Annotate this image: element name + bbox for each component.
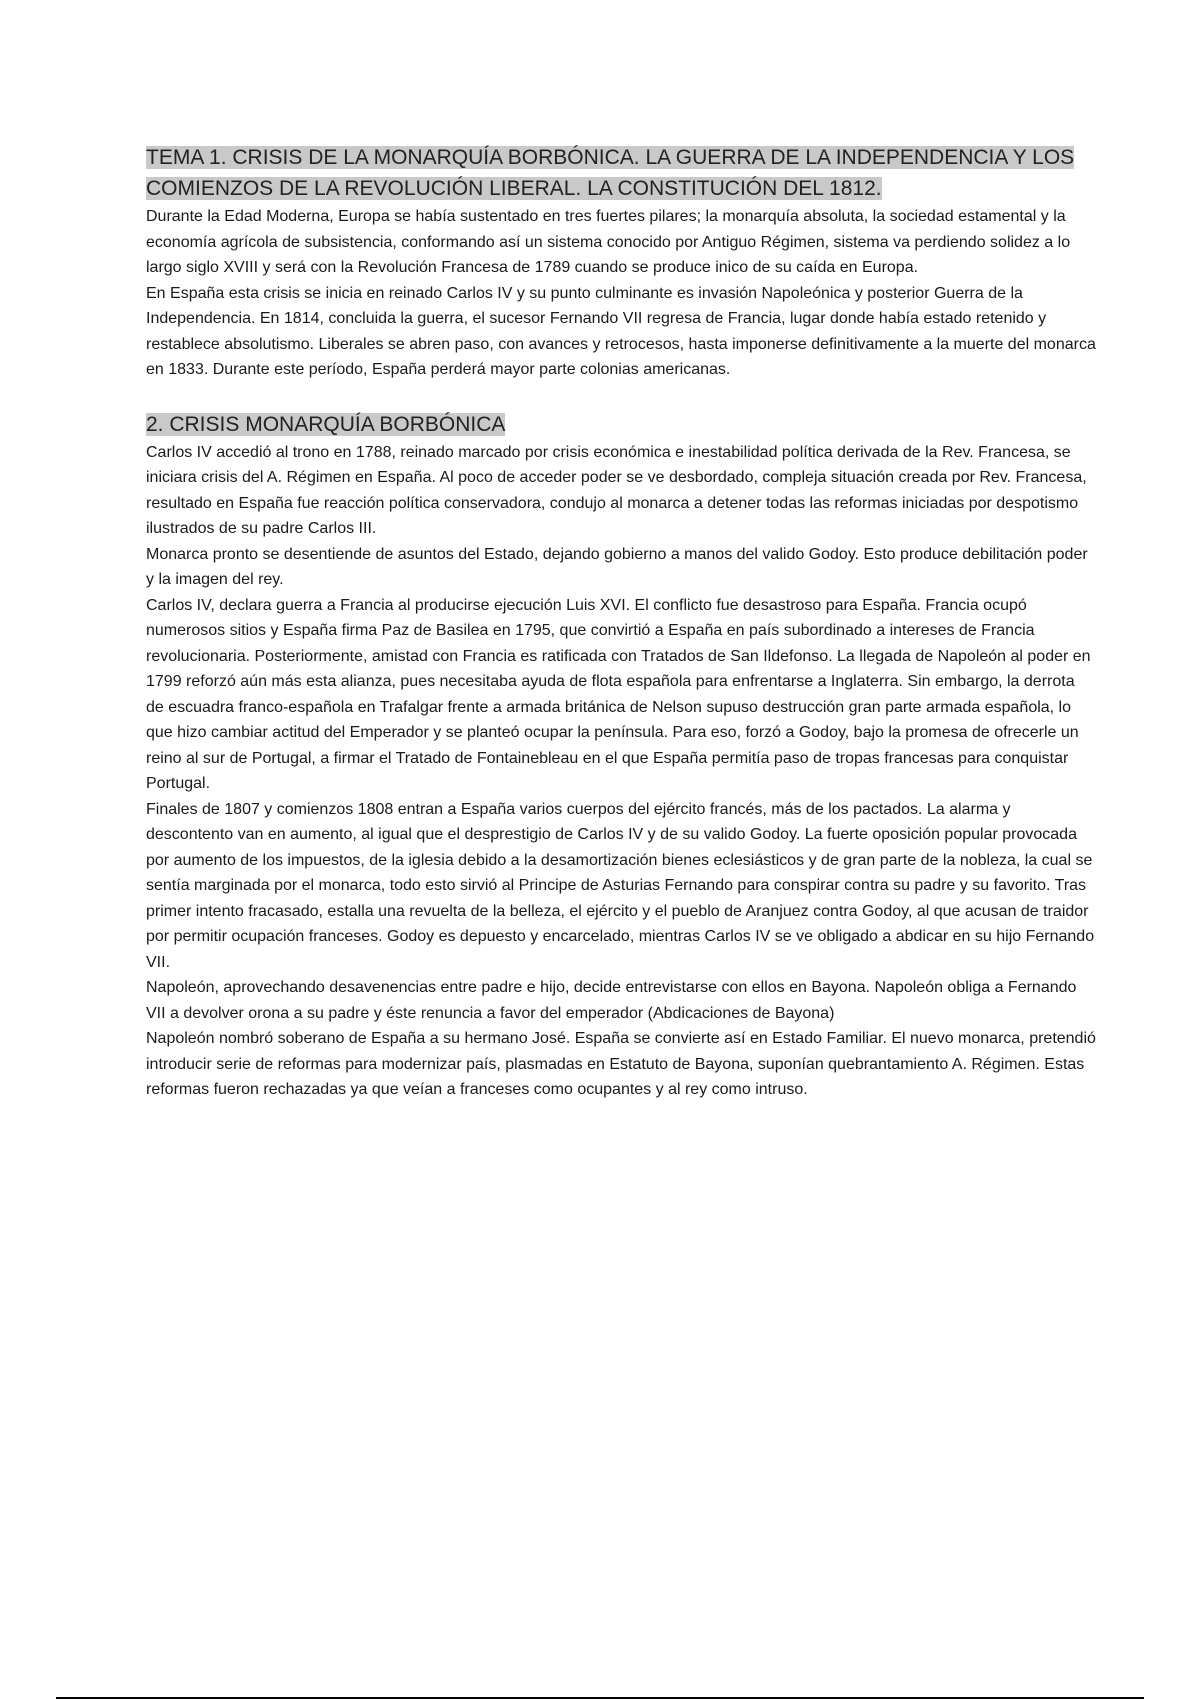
section-2-paragraph-2: Monarca pronto se desentiende de asuntos del Estado, dejando gobierno a manos del valido Godoy. Esto produce debilitación poder y la imagen del rey. [146,545,1088,588]
section-2-heading-text: 2. CRISIS MONARQUÍA BORBÓNICA [146,412,506,436]
section-2-paragraph-4: Finales de 1807 y comienzos 1808 entran a España varios cuerpos del ejército francés, más de los pactados. La alarma y descontento van en aumento, al igual que el desprestigio de Carlos IV y de su valido Godoy. La fuerte oposición popular provocada por aumento de los impuestos, de la iglesia debido a la desamortización bienes eclesiásticos y de gran parte de la nobleza, la cual se sentía marginada por el monarca, todo esto sirvió al Principe de Asturias Fernando para conspirar contra su padre y su favorito. Tras primer intento fracasado, estalla una revuelta de la belleza, el ejército y el pueblo de Aranjuez contra Godoy, al que acusan de traidor por permitir ocupación franceses. Godoy es depuesto y encarcelado, mientras Carlos IV se ve obligado a abdicar en su hijo Fernando VII. [146,800,1095,971]
title-heading [146,142,1096,204]
section-2-heading [146,409,1096,440]
section-2-paragraph-6: Napoleón nombró soberano de España a su hermano José. España se convierte así en Estado Familiar. El nuevo monarca, pretendió introducir serie de reformas para modernizar país, plasmadas en Estatuto de Bayona, suponían quebrantamiento A. Régimen. Estas reformas fueron rechazadas ya que veían a franceses como ocupantes y al rey como intruso. [146,1030,1096,1098]
title-heading-text: TEMA 1. CRISIS DE LA MONARQUÍA BORBÓNICA. LA GUERRA DE LA INDEPENDENCIA Y LOS COMIENZOS DE LA REVOLUCIÓN LIBERAL. LA CONSTITUCIÓN DEL 1812. [146,146,1075,200]
section-2-paragraph-5: Napoleón, aprovechando desavenencias entre padre e hijo, decide entrevistarse con ellos en Bayona. Napoleón obliga a Fernando VII a devolver orona a su padre y éste renuncia a favor del emperador (Abdicaciones de Bayona) [146,979,1077,1022]
section-2-paragraph-3: Carlos IV, declara guerra a Francia al producirse ejecución Luis XVI. El conflicto fue desastroso para España. Francia ocupó numerosos sitios y España firma Paz de Basilea en 1795, que convirtió a España en país subordinado a intereses de Francia revolucionaria. Posteriormente, amistad con Francia es ratificada con Tratados de San Ildefonso. La llegada de Napoleón al poder en 1799 reforzó aún más esta alianza, pues necesitaba ayuda de flota española para enfrentarse a Inglaterra. Sin embargo, la derrota de escuadra franco-española en Trafalgar frente a armada británica de Nelson supuso destrucción gran parte armada española, lo que hizo cambiar actitud del Emperador y se planteó ocupar la península. Para eso, forzó a Godoy, bajo la promesa de ofrecerle un reino al sur de Portugal, a firmar el Tratado de Fontainebleau en el que España permitía paso de tropas francesas para conquistar Portugal. [146,596,1091,792]
section-spacer [146,383,1096,409]
document-page [146,142,1096,1103]
intro-paragraph-2: En España esta crisis se inicia en reinado Carlos IV y su punto culminante es invasión Napoleónica y posterior Guerra de la Independencia. En 1814, concluida la guerra, el sucesor Fernando VII regresa de Francia, lugar donde había estado retenido y restablece absolutismo. Liberales se abren paso, con avances y retrocesos, hasta imponerse definitivamente a la muerte del monarca en 1833. Durante este período, España perderá mayor parte colonias americanas. [146,284,1096,378]
intro-paragraph-1: Durante la Edad Moderna, Europa se había sustentado en tres fuertes pilares; la monarquía absoluta, la sociedad estamental y la economía agrícola de subsistencia, conformando así un sistema conocido por Antiguo Régimen, sistema va perdiendo solidez a lo largo siglo XVIII y será con la Revolución Francesa de 1789 cuando se produce inico de su caída en Europa. [146,208,1071,276]
section-2-paragraph-1: Carlos IV accedió al trono en 1788, reinado marcado por crisis económica e inestabilidad política derivada de la Rev. Francesa, se iniciara crisis del A. Régimen en España. Al poco de acceder poder se ve desbordado, compleja situación creada por Rev. Francesa, resultado en España fue reacción política conservadora, condujo al monarca a detener todas las reformas iniciadas por despotismo ilustrados de su padre Carlos III. [146,443,1087,537]
page-bottom-rule [56,1697,1144,1699]
